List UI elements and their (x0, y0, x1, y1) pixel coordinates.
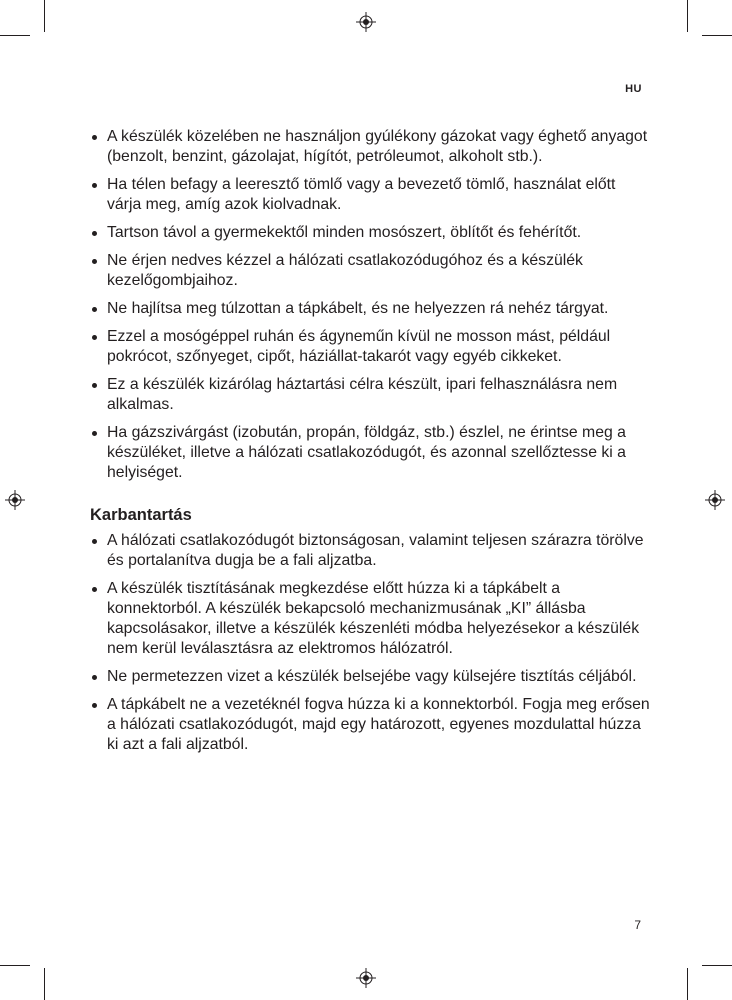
list-item: Ezzel a mosógéppel ruhán és ágyneműn kívül ne mosson mást, például pokrócot, szőnyeget, cipőt, háziállat-takarót vagy egyéb cikkeket. (90, 327, 650, 367)
safety-list (90, 127, 650, 483)
list-item: Ez a készülék kizárólag háztartási célra készült, ipari felhasználásra nem alkalmas. (90, 375, 650, 415)
list-item: Tartson távol a gyermekektől minden mosószert, öblítőt és fehérítőt. (90, 223, 650, 243)
language-code: HU (625, 83, 642, 95)
list-item: Ne permetezzen vizet a készülék belsejébe vagy külsejére tisztítás céljából. (90, 667, 650, 687)
crop-mark-bottom-right-v (687, 968, 688, 1000)
registration-mark-icon (356, 968, 376, 988)
crop-mark-top-left-h (0, 35, 30, 36)
crop-mark-bottom-left-v (44, 968, 45, 1000)
list-item: Ha télen befagy a leeresztő tömlő vagy a bevezető tömlő, használat előtt várja meg, amíg azok kiolvadnak. (90, 175, 650, 215)
crop-mark-bottom-right-h (702, 965, 732, 966)
list-item: A készülék közelében ne használjon gyúlékony gázokat vagy éghető anyagot (benzolt, benzint, gázolajat, hígítót, petróleumot, alkoholt stb.). (90, 127, 650, 167)
list-item: Ne érjen nedves kézzel a hálózati csatlakozódugóhoz és a készülék kezelőgombjaihoz. (90, 251, 650, 291)
list-item: Ne hajlítsa meg túlzottan a tápkábelt, és ne helyezzen rá nehéz tárgyat. (90, 299, 650, 319)
crop-mark-top-right-v (687, 0, 688, 32)
list-item: A készülék tisztításának megkezdése előtt húzza ki a tápkábelt a konnektorból. A készülék bekapcsoló mechanizmusának „KI” állásba kapcsolásakor, illetve a készülék készenléti módba helyezésekor a készülék nem kerül leválasztásra az elektromos hálózatról. (90, 579, 650, 659)
page-content (90, 127, 650, 763)
registration-mark-icon (5, 490, 25, 510)
maintenance-list (90, 531, 650, 755)
crop-mark-top-left-v (44, 0, 45, 32)
crop-mark-bottom-left-h (0, 965, 30, 966)
list-item: A hálózati csatlakozódugót biztonságosan, valamint teljesen szárazra törölve és portalanítva dugja be a fali aljzatba. (90, 531, 650, 571)
crop-mark-top-right-h (702, 35, 732, 36)
list-item: A tápkábelt ne a vezetéknél fogva húzza ki a konnektorból. Fogja meg erősen a hálózati csatlakozódugót, majd egy határozott, egyenes mozdulattal húzza ki azt a fali aljzatból. (90, 695, 650, 755)
page-number: 7 (634, 918, 641, 932)
section-heading: Karbantartás (90, 506, 192, 524)
list-item: Ha gázszivárgást (izobután, propán, földgáz, stb.) észlel, ne érintse meg a készüléket, illetve a hálózati csatlakozódugót, és azonnal szellőztesse ki a helyiséget. (90, 423, 650, 483)
registration-mark-icon (705, 490, 725, 510)
registration-mark-icon (356, 12, 376, 32)
